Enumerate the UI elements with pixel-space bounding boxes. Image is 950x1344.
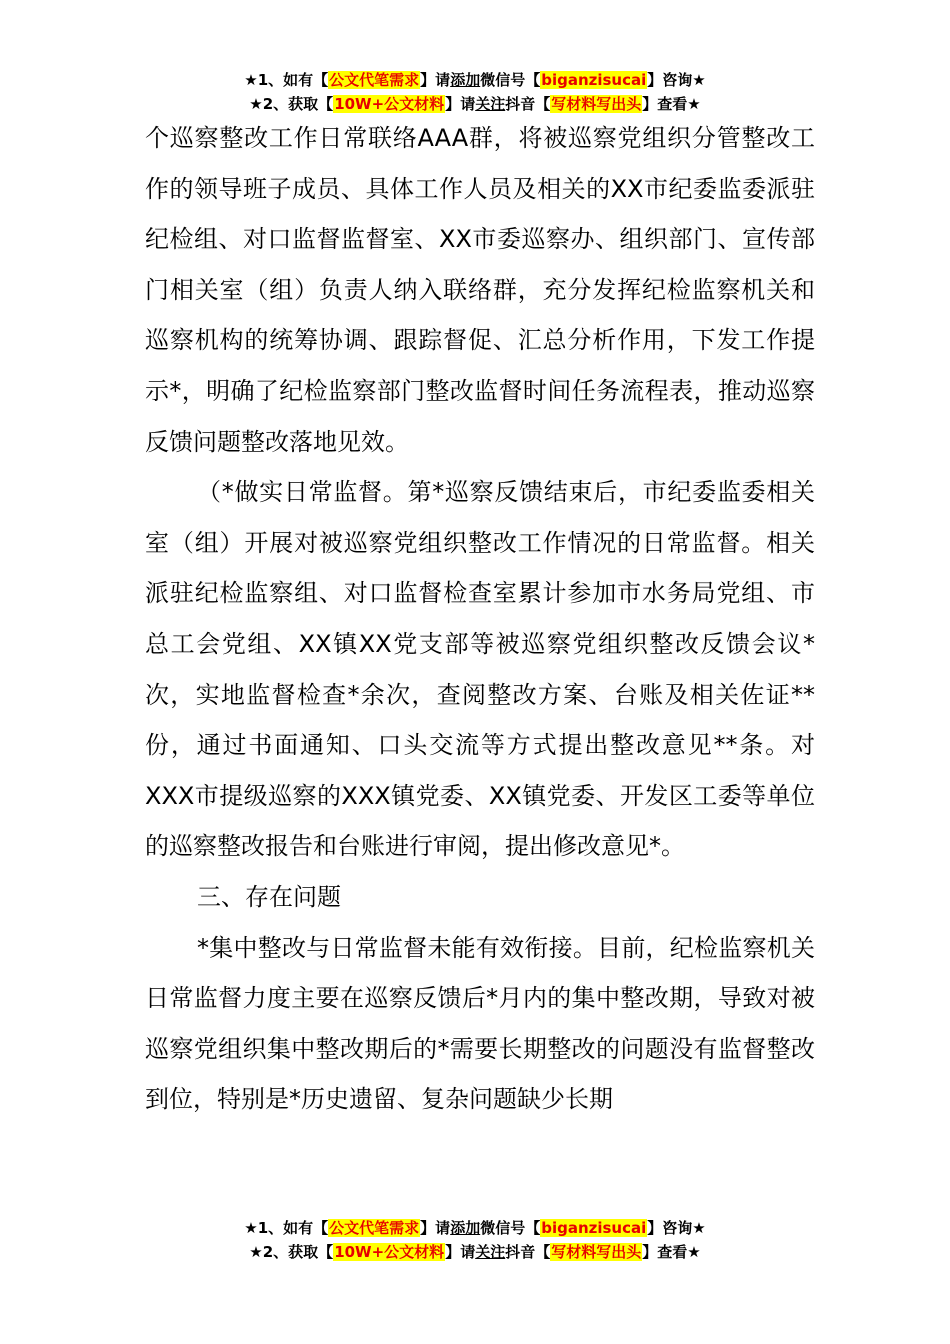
banner-highlight-wechat-id: biganzisucai xyxy=(541,1219,647,1237)
banner-underlined-text: 关注 xyxy=(475,1243,506,1261)
banner-highlight-service: 公文代笔需求 xyxy=(329,1219,420,1237)
banner-text: 抖音【 xyxy=(505,95,551,113)
banner-text: 】查看★ xyxy=(642,1243,701,1261)
banner-text: ★2、获取【 xyxy=(249,95,334,113)
banner-text: 微信号【 xyxy=(480,71,541,89)
banner-line-1 xyxy=(0,68,950,92)
banner-text: 】请 xyxy=(445,1243,476,1261)
banner-text: 】查看★ xyxy=(642,95,701,113)
banner-highlight-douyin-id: 写材料写出头 xyxy=(551,1243,642,1261)
banner-text: 微信号【 xyxy=(480,1219,541,1237)
banner-text: 】请 xyxy=(445,95,476,113)
body-paragraph: *集中整改与日常监督未能有效衔接。目前，纪检监察机关日常监督力度主要在巡察反馈后*月内的集中整改期，导致对被巡察党组织集中整改期后的*需要长期整改的问题没有监督整改到位，特别是*历史遗留、复杂问题缺少长期 xyxy=(145,933,815,1114)
body-paragraph: （*做实日常监督。第*巡察反馈结束后，市纪委监委相关室（组）开展对被巡察党组织整改工作情况的日常监督。相关派驻纪检监察组、对口监督检查室累计参加市水务局党组、市总工会党组、XX镇XX党支部等被巡察党组织整改反馈会议*次，实地监督检查*余次，查阅整改方案、台账及相关佐证**份，通过书面通知、口头交流等方式提出整改意见**条。对XXX市提级巡察的XXX镇党委、XX镇党委、开发区工委等单位的巡察整改报告和台账进行审阅，提出修改意见*。 xyxy=(145,478,815,861)
banner-highlight-materials: 10W+公文材料 xyxy=(334,1243,445,1261)
body-paragraph: 个巡察整改工作日常联络AAA群，将被巡察党组织分管整改工作的领导班子成员、具体工作人员及相关的XX市纪委监委派驻纪检组、对口监督监督室、XX市委巡察办、组织部门、宣传部门相关室（组）负责人纳入联络群，充分发挥纪检监察机关和巡察机构的统筹协调、跟踪督促、汇总分析作用，下发工作提示*，明确了纪检监察部门整改监督时间任务流程表，推动巡察反馈问题整改落地见效。 xyxy=(145,124,815,456)
banner-underlined-text: 关注 xyxy=(475,95,506,113)
banner-highlight-service: 公文代笔需求 xyxy=(329,71,420,89)
header-banner xyxy=(0,68,950,116)
document-body xyxy=(145,113,815,1125)
banner-text: 】咨询★ xyxy=(647,1219,706,1237)
banner-text: 抖音【 xyxy=(505,1243,551,1261)
banner-text: ★1、如有【 xyxy=(244,1219,329,1237)
banner-text: 】请 xyxy=(420,71,451,89)
section-heading: 三、存在问题 xyxy=(197,882,341,911)
banner-text: 】请 xyxy=(420,1219,451,1237)
banner-text: ★2、获取【 xyxy=(249,1243,334,1261)
banner-underlined-text: 添加 xyxy=(450,71,481,89)
banner-highlight-materials: 10W+公文材料 xyxy=(334,95,445,113)
footer-banner xyxy=(0,1216,950,1264)
banner-highlight-douyin-id: 写材料写出头 xyxy=(551,95,642,113)
banner-line-1 xyxy=(0,1216,950,1240)
banner-highlight-wechat-id: biganzisucai xyxy=(541,71,647,89)
banner-underlined-text: 添加 xyxy=(450,1219,481,1237)
banner-text: ★1、如有【 xyxy=(244,71,329,89)
banner-text: 】咨询★ xyxy=(647,71,706,89)
banner-line-2 xyxy=(0,1240,950,1264)
